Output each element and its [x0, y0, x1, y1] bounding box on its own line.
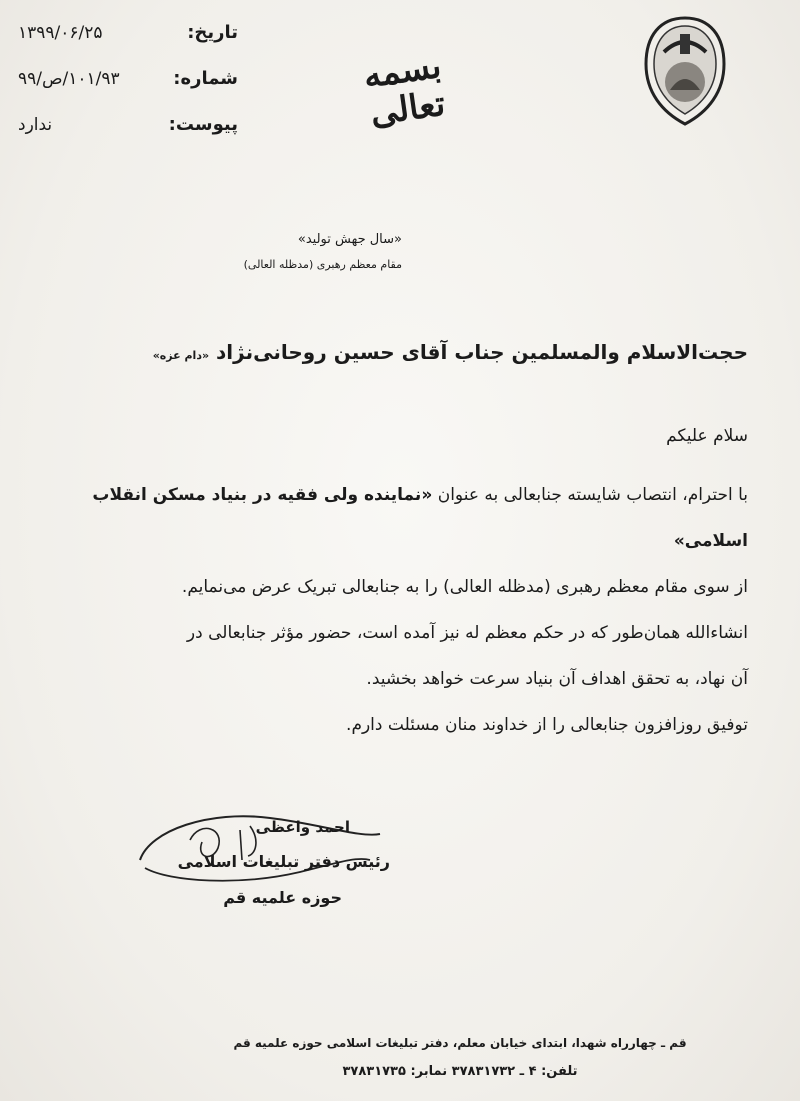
meta-attachment-label: پیوست: [168, 114, 238, 135]
footer-address: قم ـ چهارراه شهدا، ابتدای خیابان معلم، دفتر تبلیغات اسلامی حوزه علمیه قم [233, 1036, 687, 1050]
organization-emblem-icon [640, 12, 730, 132]
body-line-2: از سوی مقام معظم رهبری (مدظله العالی) را به جنابعالی تبریک عرض می‌نمایم. [181, 577, 748, 597]
body-line-3: انشاءالله همان‌طور که در حکم معظم له نیز آمده است، حضور مؤثر جنابعالی در [186, 623, 748, 643]
basmala-text: بسمه تعالی [361, 45, 448, 134]
signature-block [130, 790, 390, 930]
body-line-4: آن نهاد، به تحقق اهداف آن بنیاد سرعت خواهد بخشید. [366, 669, 748, 689]
meta-date-label: تاریخ: [187, 22, 238, 43]
recipient-line [48, 340, 748, 364]
meta-number-row [18, 68, 238, 114]
recipient-name: حجت‌الاسلام والمسلمین جناب آقای حسین روحانی‌نژاد [216, 340, 748, 364]
year-slogan: «سال جهش تولید» [297, 232, 402, 247]
letter-body [48, 472, 748, 748]
body-line-1-emphasis: «نماینده ولی فقیه در بنیاد مسکن انقلاب اسلامی» [92, 485, 748, 551]
signatory-organization: حوزه علمیه قم [223, 888, 342, 907]
meta-attachment-row [18, 114, 238, 160]
footer-phone: تلفن: ۴ ـ ۳۷۸۳۱۷۳۲ نمابر: ۳۷۸۳۱۷۳۵ [342, 1064, 578, 1079]
meta-date-value: ۱۳۹۹/۰۶/۲۵ [18, 23, 103, 43]
handwritten-signature-icon [130, 790, 390, 900]
meta-number-label: شماره: [173, 68, 238, 89]
signatory-title: رئیس دفتر تبلیغات اسلامی [177, 852, 390, 871]
greeting: سلام علیکم [666, 426, 748, 446]
signatory-name: احمد واعظی [255, 818, 350, 836]
year-slogan-attribution: مقام معظم رهبری (مدظله العالی) [243, 258, 402, 271]
recipient-honorific: «دام عزه» [152, 349, 210, 362]
body-line-5: توفیق روزافزون جنابعالی را از خداوند منان مسئلت دارم. [346, 715, 748, 735]
meta-attachment-value: ندارد [18, 115, 53, 135]
meta-date-row [18, 22, 238, 68]
meta-number-value: ۱۰۱/۹۳/ص/۹۹ [18, 69, 120, 89]
letter-meta [18, 22, 238, 160]
body-line-1-start: با احترام، انتصاب شایسته جنابعالی به عنوان [437, 485, 748, 505]
basmala-calligraphy [350, 30, 460, 140]
body-line-1 [48, 472, 748, 564]
